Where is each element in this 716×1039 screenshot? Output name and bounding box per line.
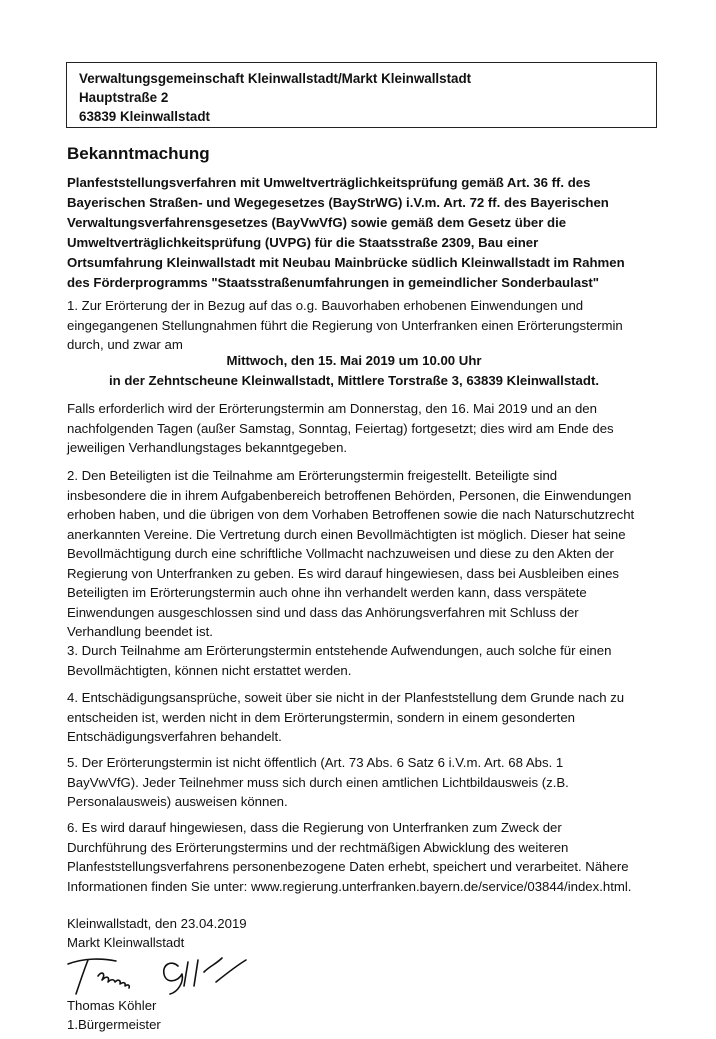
text-line: 1. Zur Erörterung der in Bezug auf das o.g. Bauvorhaben erhobenen Einwendungen und <box>67 298 584 313</box>
paragraph-1b <box>67 399 687 458</box>
page-title: Bekanntmachung <box>67 144 210 163</box>
text-line: Verhandlung beendet ist. <box>67 624 213 639</box>
text-line: Personalausweis) ausweisen können. <box>67 794 288 809</box>
intro-line: des Förderprogramms "Staatsstraßenumfahrungen in gemeindlicher Sonderbaulast" <box>67 275 600 290</box>
text-line: 4. Entschädigungsansprüche, soweit über sie nicht in der Planfeststellung dem Grunde nach zu <box>67 690 625 705</box>
intro-line: Bayerischen Straßen- und Wegegesetzes (BayStrWG) i.V.m. Art. 72 ff. des Bayerischen <box>67 195 609 210</box>
address-line: Hauptstraße 2 <box>79 90 169 105</box>
meeting-date: Mittwoch, den 15. Mai 2019 um 10.00 Uhr <box>226 353 482 368</box>
text-line: eingegangenen Stellungnahmen führt die Regierung von Unterfranken einen Erörterungstermin <box>67 317 623 333</box>
paragraph-1 <box>67 296 687 355</box>
signer-name: Thomas Köhler <box>67 998 157 1013</box>
intro-line: Umweltverträglichkeitsprüfung (UVPG) für die Staatsstraße 2309, Bau einer <box>67 235 539 250</box>
text-line: durch, und zwar am <box>67 337 183 352</box>
address-line: 63839 Kleinwallstadt <box>79 109 210 124</box>
paragraph-6 <box>67 818 687 896</box>
intro-line: Planfeststellungsverfahren mit Umweltverträglichkeitsprüfung gemäß Art. 36 ff. des <box>67 175 591 190</box>
text-line: Entschädigungsverfahren behandelt. <box>67 729 282 744</box>
text-line: anerkannten Vereine. Die Vertretung durch einen Bevollmächtigten ist möglich. Dieser hat seine <box>67 526 626 542</box>
text-line: 3. Durch Teilnahme am Erörterungstermin entstehende Aufwendungen, auch solche für einen <box>67 643 612 658</box>
text-line: entscheiden ist, werden nicht in dem Erörterungstermin, sondern in einem gesonderten <box>67 709 576 725</box>
place-date: Kleinwallstadt, den 23.04.2019 <box>67 916 247 931</box>
handwritten-signature <box>64 952 254 1000</box>
text-line: Falls erforderlich wird der Erörterungstermin am Donnerstag, den 16. Mai 2019 und an den <box>67 401 597 416</box>
address-box <box>66 62 657 128</box>
paragraph-3 <box>67 641 687 680</box>
meeting-place: in der Zehntscheune Kleinwallstadt, Mittlere Torstraße 3, 63839 Kleinwallstadt. <box>108 373 600 388</box>
issuing-authority: Markt Kleinwallstadt <box>67 935 185 950</box>
paragraph-5 <box>67 753 687 812</box>
signer-role: 1.Bürgermeister <box>67 1017 161 1032</box>
text-line: Informationen finden Sie unter: www.regierung.unterfranken.bayern.de/service/03844/index.html. <box>67 878 632 894</box>
text-line: BayVwVfG). Jeder Teilnehmer muss sich durch einen amtlichen Lichtbildausweis (z.B. <box>67 774 569 790</box>
intro-line: Verwaltungsverfahrensgesetzes (BayVwVfG) sowie gemäß dem Gesetz über die <box>67 215 567 230</box>
paragraph-4 <box>67 688 687 747</box>
address-line: Verwaltungsgemeinschaft Kleinwallstadt/Markt Kleinwallstadt <box>79 71 472 86</box>
text-line: Planfeststellungsverfahrens personenbezogene Daten erhebt, speichert und verarbeitet. Nähere <box>67 859 629 874</box>
paragraph-2 <box>67 466 687 642</box>
text-line: 6. Es wird darauf hingewiesen, dass die Regierung von Unterfranken zum Zweck der <box>67 820 562 835</box>
text-line: nachfolgenden Tagen (außer Samstag, Sonntag, Feiertag) fortgesetzt; dies wird am Ende des <box>67 420 614 436</box>
intro-heading <box>67 173 677 293</box>
text-line: Bevollmächtigten, können nicht erstattet werden. <box>67 662 352 678</box>
text-line: 5. Der Erörterungstermin ist nicht öffentlich (Art. 73 Abs. 6 Satz 6 i.V.m. Art. 68 Abs. 1 <box>67 755 564 770</box>
text-line: Einwendungen ausgeschlossen sind und dass das Anhörungsverfahren mit Schluss der <box>67 604 579 620</box>
text-line: Bevollmächtigung durch eine schriftliche Vollmacht nachzuweisen und diese zu den Akten der <box>67 546 614 561</box>
text-line: erhoben haben, und die übrigen von dem Vorhaben Betroffenen sowie die nach Naturschutzrecht <box>67 507 635 522</box>
text-line: insbesondere die in ihrem Aufgabenbereich betroffenen Behörden, Personen, die Einwendungen <box>67 487 632 503</box>
text-line: Regierung von Unterfranken zu geben. Es wird darauf hingewiesen, dass bei Ausbleiben eines <box>67 565 620 581</box>
text-line: Durchführung des Erörterungstermins und der rechtmäßigen Abwicklung des weiteren <box>67 839 569 855</box>
text-line: jeweiligen Verhandlungstages bekanntgegeben. <box>67 440 348 455</box>
text-line: 2. Den Beteiligten ist die Teilnahme am Erörterungstermin freigestellt. Beteiligte sind <box>67 468 558 483</box>
text-line: Beteiligten im Erörterungstermin auch ohne ihn verhandelt werden kann, dass verspätete <box>67 585 587 600</box>
intro-line: Ortsumfahrung Kleinwallstadt mit Neubau Mainbrücke südlich Kleinwallstadt im Rahmen <box>67 255 625 270</box>
